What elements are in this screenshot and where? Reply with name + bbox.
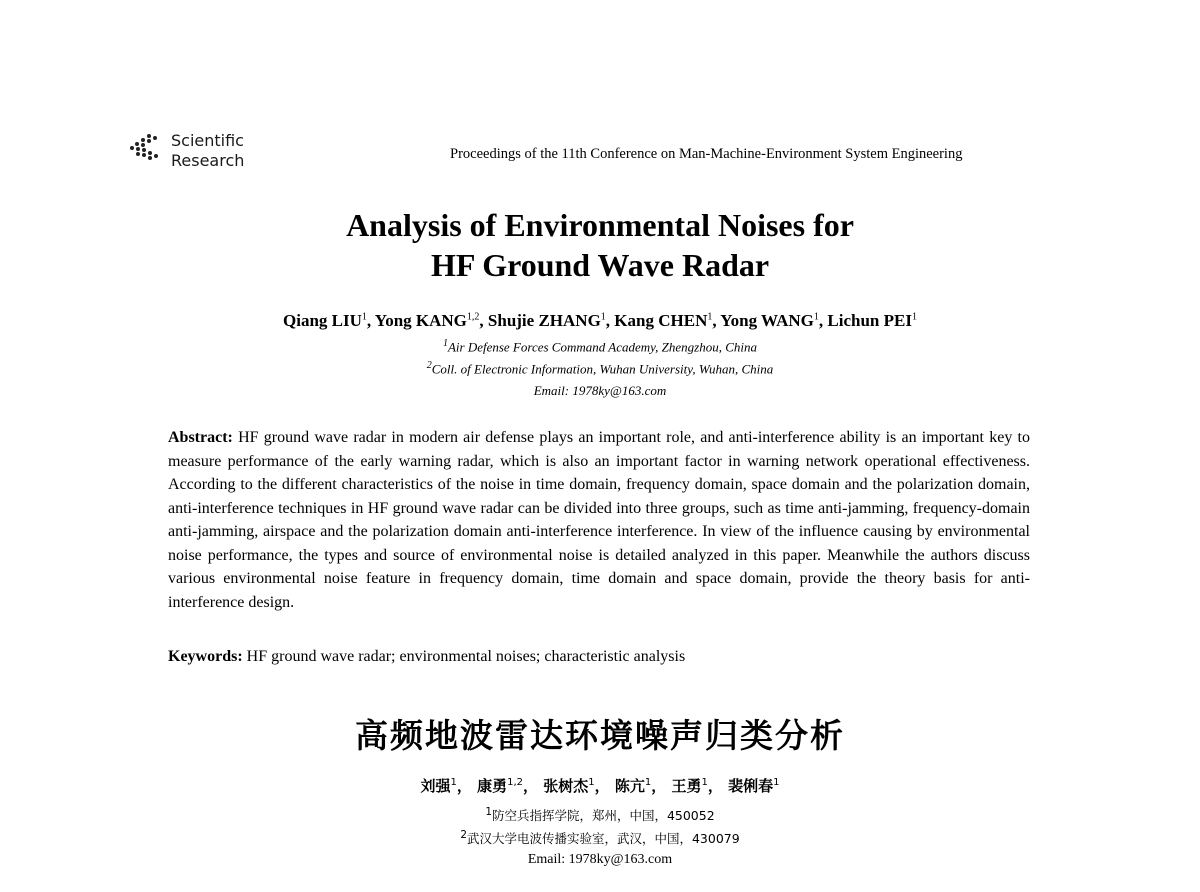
chinese-author-list: 刘强$^1$， 康勇$^{1,2}$， 张树杰$^1$， 陈亢$^1$， 王勇$^1$， 裴俐春$^1$ xyxy=(420,777,780,795)
cn-author: 刘强$^1$ xyxy=(420,777,457,795)
author: Qiang LIU$^1$ xyxy=(283,311,367,330)
cn-author: 陈亢$^1$ xyxy=(614,777,652,795)
keywords-text: HF ground wave radar; environmental noises; characteristic analysis xyxy=(246,648,686,665)
logo-text xyxy=(171,131,244,171)
cn-email: Email: 1978ky@163.com xyxy=(527,852,673,867)
cn-author: 张树杰$^1$ xyxy=(543,777,595,795)
author: Lichun PEI$^1$ xyxy=(827,311,917,330)
dots-logo-icon xyxy=(128,132,168,162)
keywords xyxy=(168,648,1030,666)
email: Email: 1978ky@163.com xyxy=(533,383,667,398)
abstract xyxy=(168,426,1030,614)
author: Yong WANG$^1$ xyxy=(720,311,819,330)
publisher-logo xyxy=(128,131,248,171)
abstract-label: Abstract: xyxy=(168,429,233,446)
paper-title xyxy=(0,205,1200,285)
conference-header: Proceedings of the 11th Conference on Man-Machine-Environment System Engineering xyxy=(450,146,963,162)
logo-line1: Scientific xyxy=(171,131,244,150)
title-line2: HF Ground Wave Radar xyxy=(430,247,770,283)
cn-author: 王勇$^1$ xyxy=(671,777,708,795)
chinese-title: 高频地波雷达环境噪声归类分析 xyxy=(355,716,845,755)
cn-affiliation-1: $^1$防空兵指挥学院，郑州，中国，450052 xyxy=(485,806,715,824)
cn-affiliation-2: $^2$武汉大学电波传播实验室，武汉，中国，430079 xyxy=(460,829,740,847)
author: Shujie ZHANG$^1$ xyxy=(487,311,606,330)
cn-author: 裴俐春$^1$ xyxy=(728,777,780,795)
keywords-label: Keywords: xyxy=(168,648,243,665)
author: Yong KANG$^{1,2}$ xyxy=(374,311,480,330)
affiliation-1: $^1$Air Defense Forces Command Academy, Zhengzhou, China xyxy=(442,338,758,355)
title-line1: Analysis of Environmental Noises for xyxy=(346,207,854,243)
logo-line2: Research xyxy=(171,151,245,170)
abstract-text: HF ground wave radar in modern air defense plays an important role, and anti-interference ability is an important key to measure performance of the early warning radar, which is also an important factor in warning network operational effectiveness. According to the different characteristics of the noise in time domain, frequency domain, space domain and the polarization domain, anti-interference techniques in HF ground wave radar can be divided into three groups, such as time anti-jamming, frequency-domain anti-jamming, airspace and the polarization domain anti-interference interference. In view of the influence causing by environmental noise performance, the types and source of environmental noise is detailed analyzed in this paper. Meanwhile the authors discuss various environmental noise feature in frequency domain, time domain and space domain, provide the theory basis for anti-interference design. xyxy=(168,429,1031,611)
author-list: Qiang LIU$^1$, Yong KANG$^{1,2}$, Shujie ZHANG$^1$, Kang CHEN$^1$, Yong WANG$^1$, Lichun PEI$^1$ xyxy=(283,311,917,330)
cn-author: 康勇$^{1,2}$ xyxy=(477,777,524,795)
author: Kang CHEN$^1$ xyxy=(614,311,713,330)
affiliation-2: $^2$Coll. of Electronic Information, Wuhan University, Wuhan, China xyxy=(426,360,774,377)
